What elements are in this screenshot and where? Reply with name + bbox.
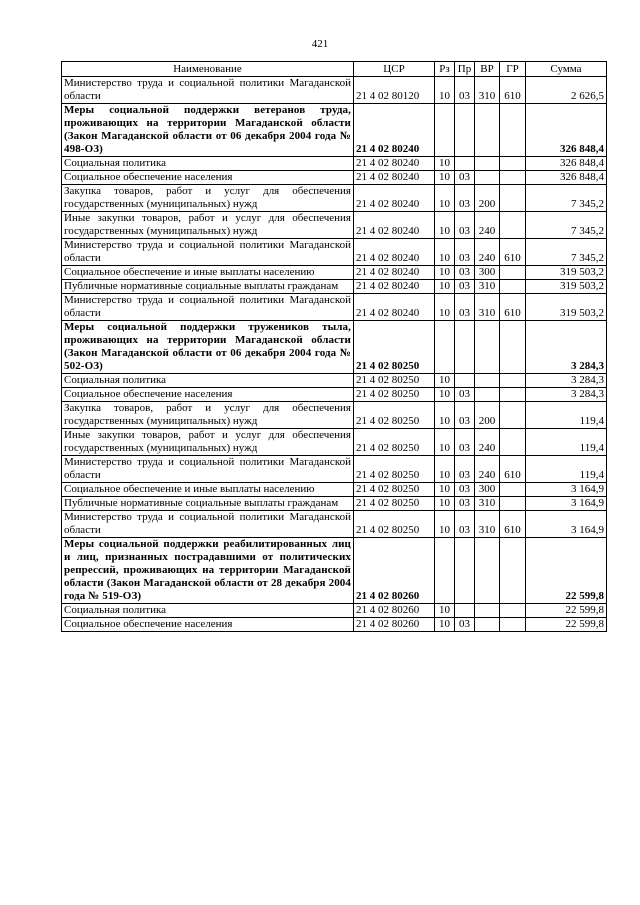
row-name: Социальное обеспечение населения <box>62 388 354 402</box>
row-pr: 03 <box>455 511 475 538</box>
row-sum: 7 345,2 <box>526 185 607 212</box>
row-pr: 03 <box>455 77 475 104</box>
row-gr <box>500 171 526 185</box>
row-rz: 10 <box>435 280 455 294</box>
row-csr: 21 4 02 80260 <box>354 538 435 604</box>
table-row <box>62 374 607 388</box>
row-sum: 326 848,4 <box>526 171 607 185</box>
table-row <box>62 402 607 429</box>
row-rz: 10 <box>435 294 455 321</box>
row-gr <box>500 618 526 632</box>
row-rz: 10 <box>435 266 455 280</box>
row-name: Социальное обеспечение и иные выплаты населению <box>62 266 354 280</box>
row-vr: 310 <box>475 294 500 321</box>
row-sum: 326 848,4 <box>526 104 607 157</box>
row-gr <box>500 483 526 497</box>
row-csr: 21 4 02 80250 <box>354 321 435 374</box>
table-row <box>62 185 607 212</box>
table-row <box>62 266 607 280</box>
row-sum: 2 626,5 <box>526 77 607 104</box>
table-row <box>62 294 607 321</box>
row-gr <box>500 185 526 212</box>
row-csr: 21 4 02 80250 <box>354 497 435 511</box>
row-sum: 3 164,9 <box>526 483 607 497</box>
row-vr <box>475 388 500 402</box>
row-name: Социальная политика <box>62 604 354 618</box>
row-sum: 319 503,2 <box>526 266 607 280</box>
row-vr: 200 <box>475 185 500 212</box>
row-gr <box>500 104 526 157</box>
row-name: Иные закупки товаров, работ и услуг для обеспечения государственных (муниципальных) нужд <box>62 429 354 456</box>
row-name: Социальная политика <box>62 157 354 171</box>
row-vr: 310 <box>475 497 500 511</box>
row-rz: 10 <box>435 374 455 388</box>
row-vr: 310 <box>475 77 500 104</box>
row-vr: 240 <box>475 239 500 266</box>
row-pr <box>455 374 475 388</box>
table-row <box>62 456 607 483</box>
header-vr: ВР <box>475 62 500 77</box>
table-row <box>62 618 607 632</box>
row-csr: 21 4 02 80260 <box>354 618 435 632</box>
row-pr: 03 <box>455 185 475 212</box>
row-name: Меры социальной поддержки тружеников тыла, проживающих на территории Магаданской области (Закон Магаданской области от 06 декабря 2004 года № 502-ОЗ) <box>62 321 354 374</box>
row-sum: 3 164,9 <box>526 497 607 511</box>
row-rz <box>435 538 455 604</box>
table-row <box>62 483 607 497</box>
row-sum: 22 599,8 <box>526 618 607 632</box>
row-name: Меры социальной поддержки реабилитированных лиц и лиц, признанных пострадавшими от политических репрессий, проживающих на территории Магаданской области (Закон Магаданской области от 28 декабря 2004 года № 519-ОЗ) <box>62 538 354 604</box>
header-row <box>62 62 607 77</box>
row-vr <box>475 618 500 632</box>
row-vr: 240 <box>475 456 500 483</box>
row-csr: 21 4 02 80250 <box>354 483 435 497</box>
row-rz: 10 <box>435 239 455 266</box>
header-rz: Рз <box>435 62 455 77</box>
row-pr: 03 <box>455 294 475 321</box>
row-csr: 21 4 02 80240 <box>354 212 435 239</box>
row-csr: 21 4 02 80250 <box>354 456 435 483</box>
row-name: Публичные нормативные социальные выплаты гражданам <box>62 280 354 294</box>
row-gr <box>500 429 526 456</box>
row-name: Закупка товаров, работ и услуг для обеспечения государственных (муниципальных) нужд <box>62 185 354 212</box>
row-name: Социальное обеспечение населения <box>62 618 354 632</box>
row-vr: 240 <box>475 212 500 239</box>
row-csr: 21 4 02 80240 <box>354 239 435 266</box>
row-csr: 21 4 02 80240 <box>354 104 435 157</box>
row-sum: 3 284,3 <box>526 388 607 402</box>
table-row <box>62 280 607 294</box>
row-sum: 119,4 <box>526 456 607 483</box>
row-pr: 03 <box>455 388 475 402</box>
row-gr <box>500 266 526 280</box>
table-row <box>62 239 607 266</box>
row-rz: 10 <box>435 497 455 511</box>
row-csr: 21 4 02 80240 <box>354 157 435 171</box>
row-rz: 10 <box>435 212 455 239</box>
row-pr: 03 <box>455 212 475 239</box>
row-pr <box>455 157 475 171</box>
table-row <box>62 212 607 239</box>
table-row <box>62 429 607 456</box>
row-vr <box>475 171 500 185</box>
row-pr: 03 <box>455 239 475 266</box>
row-pr: 03 <box>455 497 475 511</box>
row-gr: 610 <box>500 77 526 104</box>
row-vr <box>475 104 500 157</box>
row-csr: 21 4 02 80120 <box>354 77 435 104</box>
row-sum: 3 284,3 <box>526 321 607 374</box>
row-rz: 10 <box>435 185 455 212</box>
row-vr <box>475 374 500 388</box>
row-csr: 21 4 02 80240 <box>354 266 435 280</box>
row-pr: 03 <box>455 456 475 483</box>
table-row <box>62 388 607 402</box>
row-gr <box>500 388 526 402</box>
row-gr <box>500 604 526 618</box>
row-pr: 03 <box>455 402 475 429</box>
row-rz: 10 <box>435 511 455 538</box>
budget-table <box>61 61 607 632</box>
row-rz <box>435 321 455 374</box>
table-row <box>62 77 607 104</box>
row-rz: 10 <box>435 402 455 429</box>
row-name: Социальное обеспечение населения <box>62 171 354 185</box>
row-gr: 610 <box>500 239 526 266</box>
row-rz: 10 <box>435 429 455 456</box>
row-rz: 10 <box>435 604 455 618</box>
row-csr: 21 4 02 80260 <box>354 604 435 618</box>
row-name: Закупка товаров, работ и услуг для обеспечения государственных (муниципальных) нужд <box>62 402 354 429</box>
row-csr: 21 4 02 80240 <box>354 280 435 294</box>
row-rz <box>435 104 455 157</box>
row-rz: 10 <box>435 483 455 497</box>
row-gr: 610 <box>500 294 526 321</box>
row-vr: 310 <box>475 511 500 538</box>
row-pr: 03 <box>455 280 475 294</box>
row-rz: 10 <box>435 77 455 104</box>
header-gr: ГР <box>500 62 526 77</box>
row-csr: 21 4 02 80240 <box>354 171 435 185</box>
row-name: Социальное обеспечение и иные выплаты населению <box>62 483 354 497</box>
row-name: Социальная политика <box>62 374 354 388</box>
row-sum: 3 164,9 <box>526 511 607 538</box>
row-pr: 03 <box>455 483 475 497</box>
row-vr: 300 <box>475 266 500 280</box>
header-name: Наименование <box>62 62 354 77</box>
header-csr: ЦСР <box>354 62 435 77</box>
row-gr: 610 <box>500 511 526 538</box>
row-pr: 03 <box>455 429 475 456</box>
row-sum: 7 345,2 <box>526 239 607 266</box>
row-rz: 10 <box>435 171 455 185</box>
row-pr <box>455 104 475 157</box>
row-pr: 03 <box>455 266 475 280</box>
row-csr: 21 4 02 80250 <box>354 511 435 538</box>
row-csr: 21 4 02 80250 <box>354 429 435 456</box>
row-name: Министерство труда и социальной политики Магаданской области <box>62 511 354 538</box>
row-sum: 326 848,4 <box>526 157 607 171</box>
table-row <box>62 497 607 511</box>
row-vr <box>475 157 500 171</box>
row-pr <box>455 604 475 618</box>
row-vr: 200 <box>475 402 500 429</box>
table-row <box>62 171 607 185</box>
row-csr: 21 4 02 80250 <box>354 388 435 402</box>
row-pr <box>455 538 475 604</box>
page-number: 421 <box>311 38 329 50</box>
row-vr: 240 <box>475 429 500 456</box>
row-csr: 21 4 02 80240 <box>354 185 435 212</box>
row-vr <box>475 321 500 374</box>
row-gr <box>500 538 526 604</box>
row-name: Министерство труда и социальной политики Магаданской области <box>62 77 354 104</box>
row-vr: 300 <box>475 483 500 497</box>
row-sum: 7 345,2 <box>526 212 607 239</box>
row-rz: 10 <box>435 456 455 483</box>
row-name: Иные закупки товаров, работ и услуг для обеспечения государственных (муниципальных) нужд <box>62 212 354 239</box>
row-gr: 610 <box>500 456 526 483</box>
row-gr <box>500 157 526 171</box>
row-vr <box>475 538 500 604</box>
row-gr <box>500 280 526 294</box>
row-sum: 119,4 <box>526 429 607 456</box>
row-rz: 10 <box>435 157 455 171</box>
row-gr <box>500 212 526 239</box>
row-rz: 10 <box>435 388 455 402</box>
row-vr: 310 <box>475 280 500 294</box>
table-row <box>62 104 607 157</box>
row-name: Министерство труда и социальной политики Магаданской области <box>62 239 354 266</box>
table-row <box>62 511 607 538</box>
row-gr <box>500 402 526 429</box>
row-sum: 319 503,2 <box>526 294 607 321</box>
row-csr: 21 4 02 80250 <box>354 402 435 429</box>
row-csr: 21 4 02 80240 <box>354 294 435 321</box>
row-sum: 119,4 <box>526 402 607 429</box>
table-row <box>62 604 607 618</box>
row-name: Публичные нормативные социальные выплаты гражданам <box>62 497 354 511</box>
table-row <box>62 321 607 374</box>
row-sum: 22 599,8 <box>526 604 607 618</box>
table-row <box>62 157 607 171</box>
row-name: Министерство труда и социальной политики Магаданской области <box>62 294 354 321</box>
row-gr <box>500 321 526 374</box>
row-name: Меры социальной поддержки ветеранов труда, проживающих на территории Магаданской области (Закон Магаданской области от 06 декабря 2004 года № 498-ОЗ) <box>62 104 354 157</box>
row-gr <box>500 497 526 511</box>
row-vr <box>475 604 500 618</box>
row-rz: 10 <box>435 618 455 632</box>
header-sum: Сумма <box>526 62 607 77</box>
row-pr: 03 <box>455 171 475 185</box>
row-pr: 03 <box>455 618 475 632</box>
row-sum: 3 284,3 <box>526 374 607 388</box>
row-sum: 22 599,8 <box>526 538 607 604</box>
row-sum: 319 503,2 <box>526 280 607 294</box>
table-row <box>62 538 607 604</box>
header-pr: Пр <box>455 62 475 77</box>
row-name: Министерство труда и социальной политики Магаданской области <box>62 456 354 483</box>
row-gr <box>500 374 526 388</box>
row-pr <box>455 321 475 374</box>
row-csr: 21 4 02 80250 <box>354 374 435 388</box>
